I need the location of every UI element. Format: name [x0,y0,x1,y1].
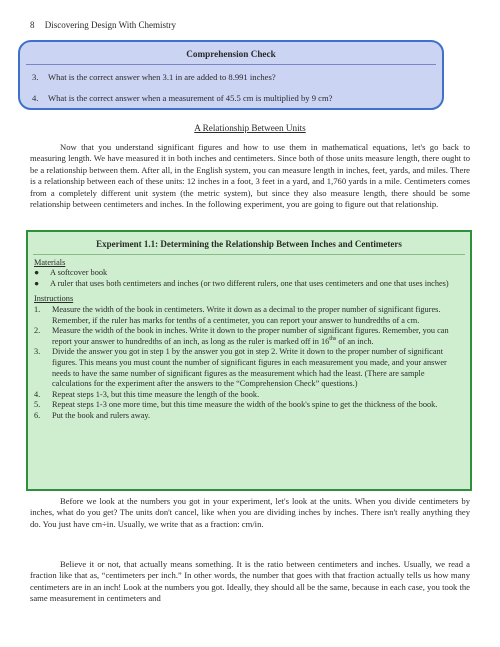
units-paragraph: Before we look at the numbers you got in your experiment, let's look at the units. When you divide centimeters by inches, what do you get? The units don't cancel, like when you are dividing inches by inches. There isn't really anything they do. You just have cm÷in. Usually, we write that as a fraction: cm/in. [30,496,470,529]
instruction-step: 5. Repeat steps 1-3 one more time, but this time measure the width of the book's spine to get the thickness of the book. [34,400,438,410]
page-header [30,20,176,30]
comprehension-check-title: Comprehension Check [186,49,276,59]
material-item: ● A softcover book [34,268,108,278]
instruction-step: 1. Measure the width of the book in centimeters. Write it down as a decimal to the proper number of significant figures. Remember, if the ruler has marks for tenths of a centimeter, you can report your answer to hundredths of a cm. [34,304,441,325]
material-item: ● A ruler that uses both centimeters and inches (or two different rulers, one that uses centimeters and one that uses inches) [34,278,449,288]
experiment-title: Experiment 1.1: Determining the Relationship Between Inches and Centimeters [96,239,402,249]
comprehension-question: 3. What is the correct answer when 3.1 in are added to 8.991 inches? [32,72,276,82]
ratio-paragraph: Believe it or not, that actually means something. It is the ratio between centimeters and inches. Usually, we read a fraction like that as, “centimeters per inch.” In other words, the number that goes with that fraction actually tells us how many centimeters are in an inch! Look at the numbers you got. Ideally, they should all be the same, because in each case, you took the same measurement in centimeters and [30,559,470,604]
instructions-heading: Instructions [34,294,74,304]
instruction-step: 3. Divide the answer you got in step 1 by the answer you got in step 2. Write it down to the proper number of significant figures. This means you must count the number of significant figures in each measurement you made, and your answer needs to have the same number of significant figures as the measurement which had the least. (There are sample calculations for the experiment after the answers to the “Comprehension Check” questions.) [34,347,447,389]
materials-heading: Materials [34,257,66,267]
comprehension-check-divider [26,64,436,65]
instruction-step: 4. Repeat steps 1-3, but this time measure the length of the book. [34,389,260,399]
intro-paragraph: Now that you understand significant figures and how to use them in mathematical equations, let's go back to measuring length. We have measured it in both inches and centimeters. Since both of those units measure length, there ought to be a relationship between them. After all, in the English system, you can measure length in inches, feet, yards, and miles. There is a relationship between each of these units: 12 inches in a foot, 3 feet in a yard, and 1,760 yards in a mile. Centimeters comes from a completely different unit system (the metric system), but since they also measure length, there should be some relationship between centimeters and inches. In the following experiment, you are going to figure out that relationship. [30,142,470,210]
experiment-divider [33,254,465,255]
instruction-step: 6. Put the book and rulers away. [34,410,151,420]
book-title: Discovering Design With Chemistry [44,20,176,30]
instruction-step: 2. Measure the width of the book in inches. Write it down to the proper number of significant figures. Remember, you can report your answer to hundredths of an inch, as long as the ruler is marked off in $16^{ths}$ of an inch. [34,326,449,346]
comprehension-check-box [18,40,444,110]
section-title: A Relationship Between Units [194,123,306,133]
comprehension-question: 4. What is the correct answer when a measurement of 45.5 cm is multiplied by 9 cm? [32,93,333,103]
page-number: 8 [30,20,35,30]
experiment-box [26,230,472,491]
